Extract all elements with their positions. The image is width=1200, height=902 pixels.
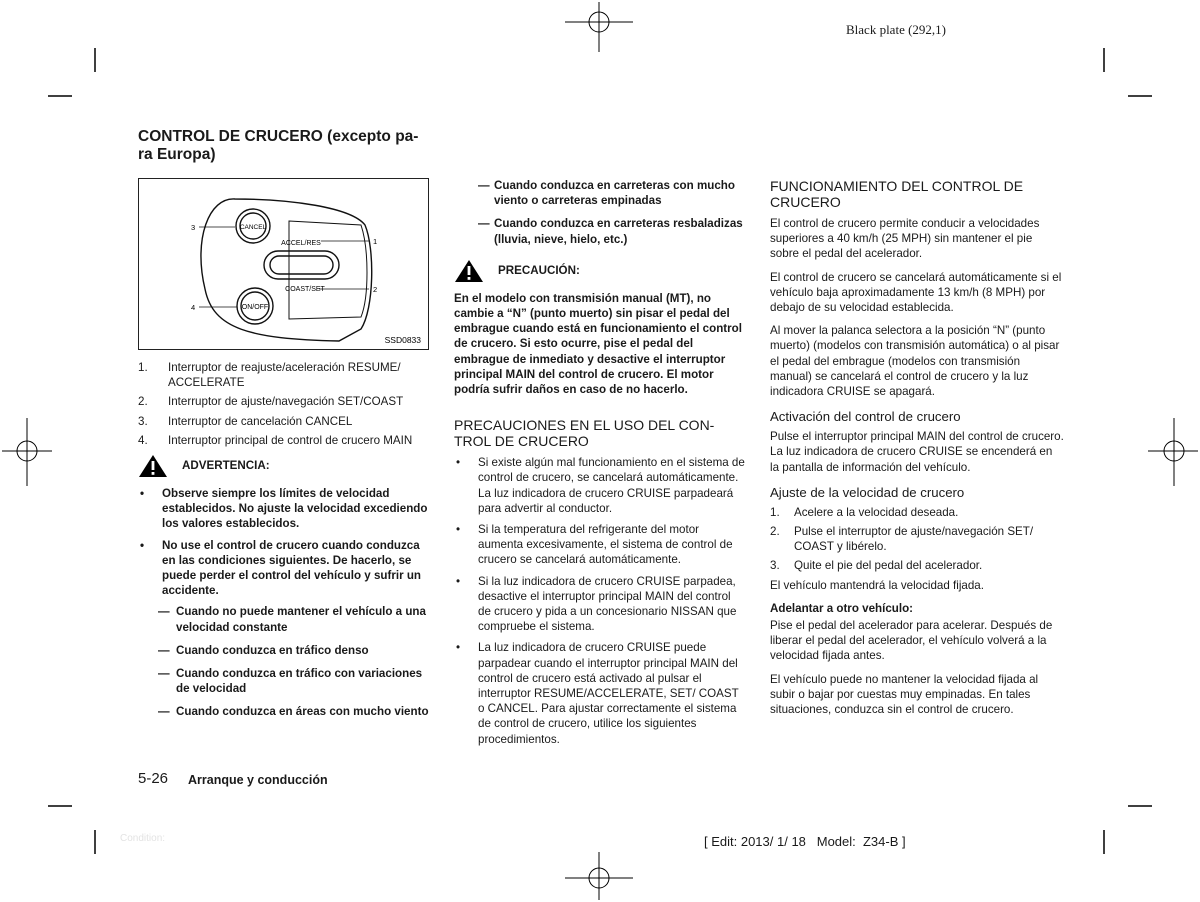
operation-heading: FUNCIONAMIENTO DEL CONTROL DE CRUCERO	[770, 178, 1024, 210]
callout-2: 2	[373, 285, 378, 294]
precautions-heading: PRECAUCIONES EN EL USO DEL CON- TROL DE CRUCERO	[454, 417, 715, 450]
column-3	[770, 178, 1064, 725]
figure-legend	[138, 360, 430, 448]
warning-dash-item: — Cuando conduzca en áreas con mucho viento	[158, 705, 429, 719]
warning-dash-item: — Cuando no puede mantener el vehículo a una velocidad constante	[158, 605, 426, 634]
step-item: 3. Quite el pie del pedal del acelerador.	[770, 559, 983, 573]
overtake-paragraph: Pise el pedal del acelerador para acelerar. Después de liberar el pedal del acelerador, el vehículo volverá a la velocidad fijada antes.	[770, 619, 1053, 663]
overtake-heading: Adelantar a otro vehículo:	[770, 601, 914, 615]
maintain-text: El vehículo mantendrá la velocidad fijada.	[770, 578, 984, 592]
cruise-switch-figure	[138, 178, 429, 350]
overtake-paragraph: El vehículo puede no mantener la velocidad fijada al subir o bajar por cuestas muy empinadas. En tales situaciones, conduzca sin el control de crucero.	[770, 672, 1039, 717]
column-1-body	[138, 360, 430, 728]
steering-switch-illustration	[139, 179, 428, 349]
precaution-bullet: • Si la luz indicadora de crucero CRUISE parpadea, desactive el interruptor principal MAIN del control de crucero y pida a un concesionario NISSAN que compruebe el sistema.	[456, 574, 737, 634]
cancel-button-label: CANCEL	[239, 224, 267, 231]
onoff-button-label: ON/OFF	[241, 304, 269, 311]
caution-heading: PRECAUCIÓN:	[454, 259, 746, 283]
set-speed-steps	[770, 505, 1064, 574]
precaution-bullet: • La luz indicadora de crucero CRUISE puede parpadear cuando el interruptor principal MAIN del control de crucero está activado al pulsar el interruptor RESUME/ACCELERATE, SET/ COAST o CANCEL. Para ajustar correctamente el sistema de control de crucero, utilice los siguientes procedimientos.	[456, 641, 739, 746]
warning-icon	[138, 454, 168, 478]
warning-dash-item: — Cuando conduzca en tráfico denso	[158, 643, 369, 657]
condition-label: Condition:	[120, 833, 166, 844]
legend-item: 4. Interruptor principal de control de crucero MAIN	[138, 433, 413, 447]
warning-heading: ADVERTENCIA:	[138, 454, 430, 478]
step-item: 2. Pulse el interruptor de ajuste/navegación SET/ COAST y libérelo.	[770, 525, 1034, 554]
warning-dash-item: — Cuando conduzca en tráfico con variaciones de velocidad	[158, 667, 423, 696]
coast-set-label: COAST/SET	[285, 286, 325, 293]
figure-code: SSD0833	[384, 335, 421, 345]
plate-label: Black plate (292,1)	[846, 22, 946, 37]
step-item: 1. Acelere a la velocidad deseada.	[770, 505, 959, 519]
caution-icon	[454, 259, 484, 283]
caution-text: En el modelo con transmisión manual (MT), no cambie a “N” (punto muerto) sin pisar el pedal del embrague cuando está en funcionamiento el control de crucero. Si esto ocurre, pise el pedal del embrague de inmediato y desactive el interruptor principal MAIN del control de crucero. El motor podría sufrir daños en caso de no hacerlo.	[454, 291, 742, 397]
edit-info: [ Edit: 2013/ 1/ 18 Model: Z34-B ]	[704, 834, 906, 849]
callout-4: 4	[191, 303, 196, 312]
precaution-bullet: • Si la temperatura del refrigerante del motor aumenta excesivamente, el sistema de control de crucero se cancelará automáticamente.	[456, 523, 733, 567]
operation-paragraph: Al mover la palanca selectora a la posición “N” (punto muerto) (modelos con transmisión automática) o al pisar el pedal del embrague (modelos con transmisión manual) se cancelará el control de crucero y la luz indicadora CRUISE se apagará.	[770, 324, 1060, 399]
cont-dash-item: — Cuando conduzca en carreteras resbaladizas (lluvia, nieve, hielo, etc.)	[478, 217, 743, 246]
legend-item: 1. Interruptor de reajuste/aceleración RESUME/ ACCELERATE	[138, 361, 401, 390]
operation-paragraph: El control de crucero se cancelará automáticamente si el vehículo baja aproximadamente 13 km/h (8 MPH) por debajo de su velocidad establecida.	[770, 270, 1062, 315]
warning-bullet: • Observe siempre los límites de velocidad establecidos. No ajuste la velocidad excediendo los valores establecidos.	[140, 487, 428, 531]
cont-dash-item: — Cuando conduzca en carreteras con mucho viento o carreteras empinadas	[478, 179, 735, 208]
page-number: 5-26	[138, 770, 169, 787]
column-2	[454, 178, 746, 753]
callout-3: 3	[191, 223, 196, 232]
warning-bullet: • No use el control de crucero cuando conduzca en las condiciones siguientes. De hacerlo, se puede perder el control del vehículo y sufrir un accidente.	[140, 538, 421, 598]
column-1	[138, 128, 430, 164]
section-name: Arranque y conducción	[188, 773, 328, 787]
activation-heading: Activación del control de crucero	[770, 409, 961, 425]
operation-paragraph: El control de crucero permite conducir a velocidades superiores a 40 km/h (25 MPH) sin mantener el pie sobre el pedal del acelerador.	[770, 217, 1040, 261]
set-speed-heading: Ajuste de la velocidad de crucero	[770, 484, 965, 500]
precaution-bullet: • Si existe algún mal funcionamiento en el sistema de control de crucero, se cancelará automáticamente. La luz indicadora de crucero CRUISE parpadeará para advertir al conductor.	[456, 456, 745, 515]
accel-res-label: ACCEL/RES	[281, 240, 321, 247]
activation-text: Pulse el interruptor principal MAIN del control de crucero. La luz indicadora de crucero CRUISE se encenderá en la pantalla de información del vehículo.	[770, 430, 1064, 474]
legend-item: 2. Interruptor de ajuste/navegación SET/COAST	[138, 395, 404, 409]
callout-1: 1	[373, 237, 378, 246]
section-title: CONTROL DE CRUCERO (excepto pa- ra Europa)	[138, 128, 419, 163]
legend-item: 3. Interruptor de cancelación CANCEL	[138, 414, 353, 428]
